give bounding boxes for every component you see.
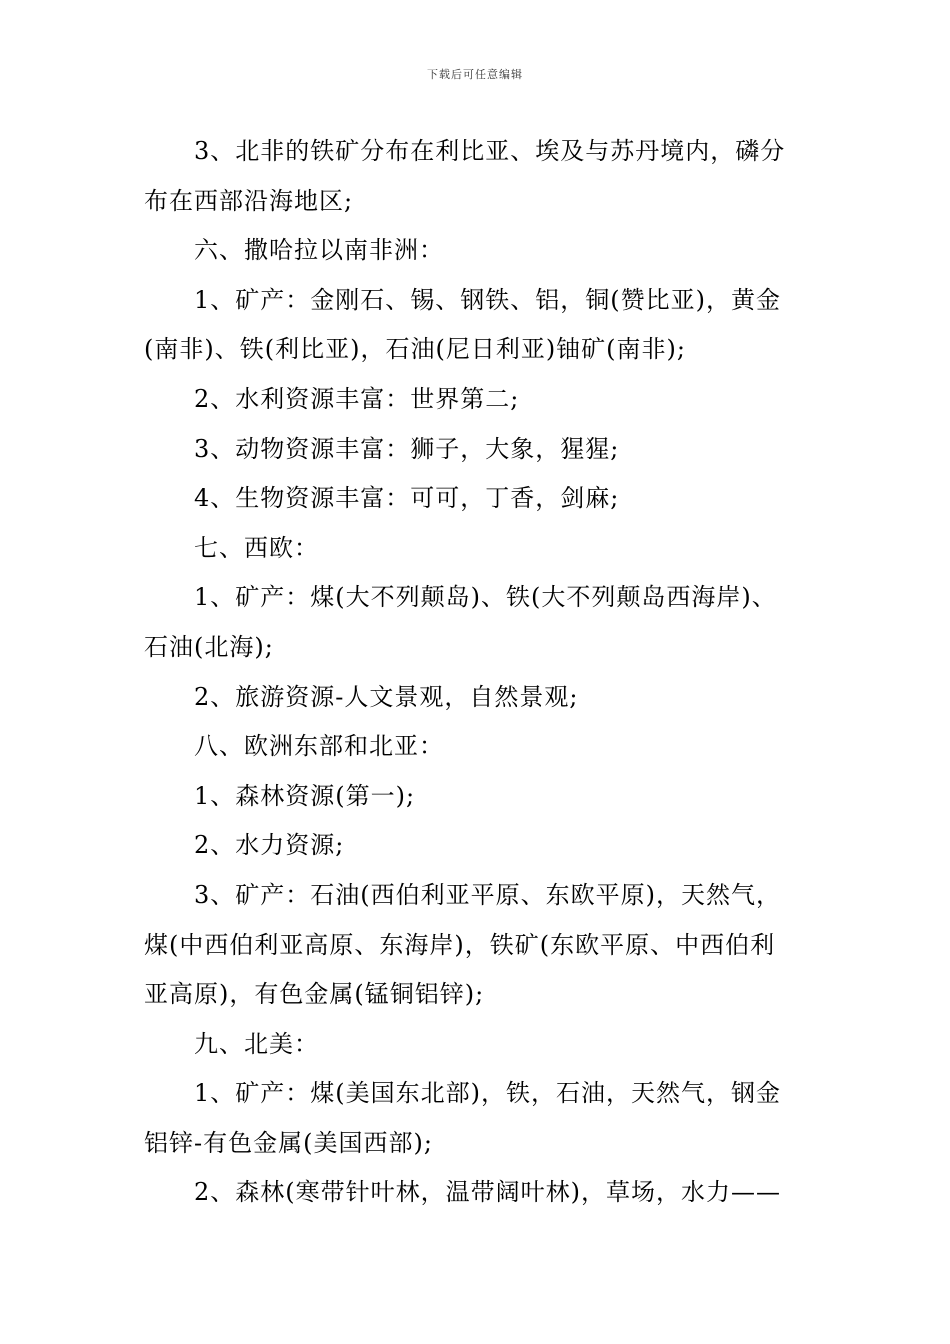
paragraph-line: 1、森林资源(第一); xyxy=(194,781,416,810)
paragraph-line: 铝锌-有色金属(美国西部); xyxy=(144,1128,433,1157)
page-header: 下载后可任意编辑 xyxy=(427,68,523,81)
paragraph-line: 九、北美： xyxy=(194,1029,319,1058)
paragraph-line: 2、水利资源丰富：世界第二; xyxy=(194,384,520,413)
paragraph-line: 3、矿产：石油(西伯利亚平原、东欧平原)，天然气， xyxy=(194,880,781,909)
paragraph-line: 八、欧洲东部和北亚： xyxy=(194,732,444,761)
paragraph-line: 七、西欧： xyxy=(194,533,319,562)
paragraph-line: 2、森林(寒带针叶林，温带阔叶林)，草场，水力—— xyxy=(194,1178,781,1207)
paragraph-line: 石油(北海); xyxy=(144,632,274,661)
paragraph-line: 煤(中西伯利亚高原、东海岸)，铁矿(东欧平原、中西伯利 xyxy=(144,930,776,959)
paragraph-line: 亚高原)，有色金属(锰铜铝锌); xyxy=(144,980,485,1009)
paragraph-line: 2、旅游资源-人文景观，自然景观; xyxy=(194,682,579,711)
paragraph-line: 2、水力资源; xyxy=(194,831,345,860)
paragraph-line: 1、矿产：煤(美国东北部)，铁，石油，天然气，钢金 xyxy=(194,1079,781,1108)
paragraph-line: (南非)、铁(利比亚)，石油(尼日利亚)铀矿(南非); xyxy=(144,335,686,364)
paragraph-line: 3、北非的铁矿分布在利比亚、埃及与苏丹境内，磷分 xyxy=(194,137,786,165)
paragraph-line: 1、矿产：金刚石、锡、钢铁、铝，铜(赞比亚)，黄金 xyxy=(194,285,781,314)
paragraph-line: 3、动物资源丰富：狮子，大象，猩猩; xyxy=(194,434,620,463)
paragraph-line: 六、撒哈拉以南非洲： xyxy=(194,236,444,265)
paragraph-line: 1、矿产：煤(大不列颠岛)、铁(大不列颠岛西海岸)、 xyxy=(194,583,777,612)
document-body xyxy=(144,127,810,1218)
paragraph-line: 4、生物资源丰富：可可，丁香，剑麻; xyxy=(194,484,620,513)
paragraph-line: 布在西部沿海地区; xyxy=(144,186,354,215)
